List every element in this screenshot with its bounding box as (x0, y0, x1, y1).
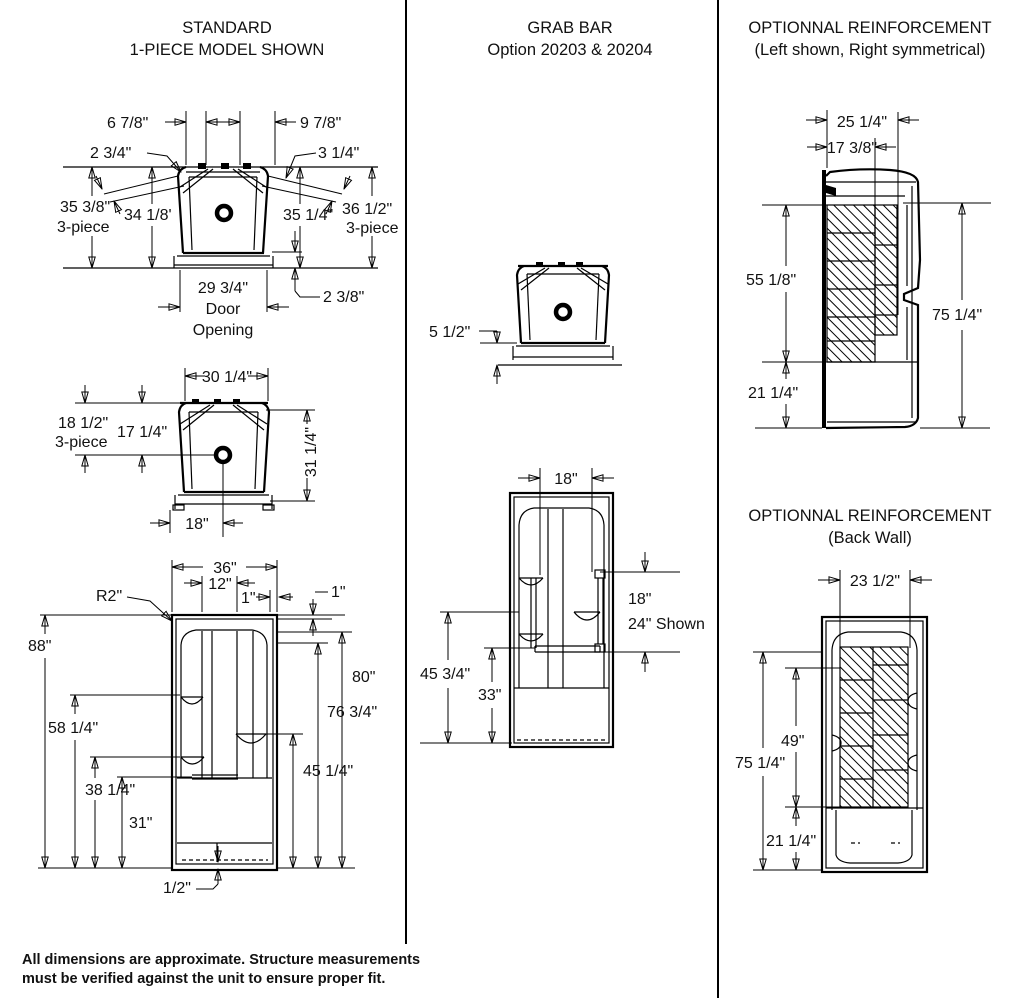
column-divider-left (405, 0, 407, 944)
dim-width: 36" (213, 560, 237, 577)
standard-mid-view-dimensions (55, 368, 320, 533)
dim-radius: R2" (96, 588, 123, 605)
reinforcement-hatch-back (840, 647, 908, 807)
reinforcement-side-title-line2: (Left shown, Right symmetrical) (754, 41, 986, 59)
dim-back-height-panel: 49" (781, 733, 805, 750)
drain (556, 305, 570, 319)
reinforcement-back-unit (822, 617, 927, 872)
dim-depth-1piece: 17 1/4" (117, 424, 168, 441)
grab-bar-title-line1: GRAB BAR (527, 19, 613, 37)
handle-right-upper (908, 693, 917, 709)
drain (217, 206, 231, 220)
footnote-line1: All dimensions are approximate. Structure measurements (22, 952, 421, 968)
dim-back-height-base: 21 1/4" (766, 833, 817, 850)
label-door: Door (205, 301, 241, 318)
dim-back-width-top: 23 1/2" (849, 573, 901, 590)
dim-height-right-3piece: 36 1/2" (342, 201, 393, 218)
dim-height-3piece: 35 3/8" (60, 199, 111, 216)
reinforcement-hatch-side (827, 205, 897, 362)
grab-bar-header (425, 17, 715, 61)
handle-right-lower (908, 755, 917, 771)
dim-height-dish-right: 45 1/4" (303, 763, 354, 780)
grab-bar-front-view-drawing (420, 455, 720, 760)
soap-dish-left-upper (181, 697, 203, 704)
dim-corner-left: 2 3/4" (90, 145, 132, 162)
standard-title-line2: 1-PIECE MODEL SHOWN (129, 41, 325, 59)
footnote (22, 951, 420, 989)
dim-height-bar: 31" (129, 815, 153, 832)
standard-front-view-unit (172, 615, 277, 870)
dim-height-right: 35 1/4" (283, 207, 334, 224)
dim-threshold-front: 1/2" (163, 880, 191, 897)
dim-height-1piece: 34 1/8' (124, 207, 172, 224)
soap-dish-left-lower (181, 757, 204, 764)
reinforcement-back-title-line1: OPTIONNAL REINFORCEMENT (748, 507, 992, 525)
dim-drain-offset: 18" (185, 516, 209, 533)
standard-mid-view-drawing (50, 360, 370, 540)
reinforcement-side-drawing (735, 100, 1010, 440)
dim-depth-3piece: 18 1/2" (58, 415, 109, 432)
dim-height-inner: 80" (352, 669, 376, 686)
dim-height-wall: 76 3/4" (327, 704, 378, 721)
grab-bar-top-view-drawing (425, 245, 640, 400)
grab-bar-title-line2: Option 20203 & 20204 (487, 41, 653, 59)
dim-grab-threshold: 5 1/2" (429, 324, 471, 341)
standard-front-view-drawing (25, 555, 400, 900)
soap-dish-right (236, 734, 266, 743)
dim-height-right-3piece-note: 3-piece (346, 220, 399, 237)
reinforcement-back-header (719, 505, 1021, 549)
dim-side-height-panel: 55 1/8" (746, 272, 797, 289)
dim-top-right-width: 9 7/8" (300, 115, 342, 132)
grab-bar-right (574, 570, 605, 652)
reinforcement-back-title-line2: (Back Wall) (828, 529, 912, 547)
dim-inner-offset: 12" (208, 576, 232, 593)
dim-width-top: 30 1/4" (201, 369, 253, 386)
dim-height-dish-lower: 38 1/4" (85, 782, 136, 799)
standard-top-view-dimensions (57, 111, 399, 339)
dim-threshold: 2 3/8" (323, 289, 365, 306)
footnote-line2: must be verified against the unit to ensure proper fit. (22, 971, 386, 987)
dim-height-3piece-note: 3-piece (57, 219, 110, 236)
dim-lip-right: 1" (331, 584, 346, 601)
dim-height-right: 33" (478, 687, 502, 704)
label-opening: Opening (192, 322, 254, 339)
dim-side-height-overall: 75 1/4" (932, 307, 983, 324)
dim-door-width: 29 3/4" (197, 280, 249, 297)
dim-side-width-top: 25 1/4" (836, 114, 888, 131)
reinforcement-side-title-line1: OPTIONNAL REINFORCEMENT (748, 19, 992, 37)
grab-bar-front-view-unit (510, 493, 613, 747)
shelf-bar (192, 775, 238, 779)
standard-top-view-drawing (55, 105, 400, 340)
dim-side-height-base: 21 1/4" (748, 385, 799, 402)
dim-height-overall: 88" (28, 638, 52, 655)
dim-top-left-width: 6 7/8" (107, 115, 149, 132)
dim-height-left: 45 3/4" (420, 666, 471, 683)
grab-bar-left (519, 578, 543, 648)
dim-depth-overall: 31 1/4" (303, 426, 320, 478)
drain (216, 448, 230, 462)
reinforcement-side-header (719, 17, 1021, 61)
reinforcement-side-unit (822, 169, 920, 428)
grab-bar-top-view-dimensions (429, 324, 517, 384)
dim-depth-3piece-note: 3-piece (55, 434, 108, 451)
dim-corner-right: 3 1/4" (318, 145, 360, 162)
standard-header (52, 17, 402, 61)
dim-bar-length-shown: 24" Shown (628, 616, 705, 633)
grab-bar-horizontal (535, 646, 600, 652)
dim-back-height-overall: 75 1/4" (735, 755, 786, 772)
dim-height-dish-left: 58 1/4" (48, 720, 99, 737)
dim-bar-length: 18" (628, 591, 652, 608)
grab-bar-top-view-unit (498, 262, 622, 365)
dim-side-width-inner: 17 3/8" (826, 140, 878, 157)
standard-title-line1: STANDARD (182, 19, 272, 37)
dim-lip-left: 1" (241, 590, 256, 607)
reinforcement-back-drawing (718, 555, 1024, 890)
dim-bar-spacing: 18" (554, 471, 578, 488)
